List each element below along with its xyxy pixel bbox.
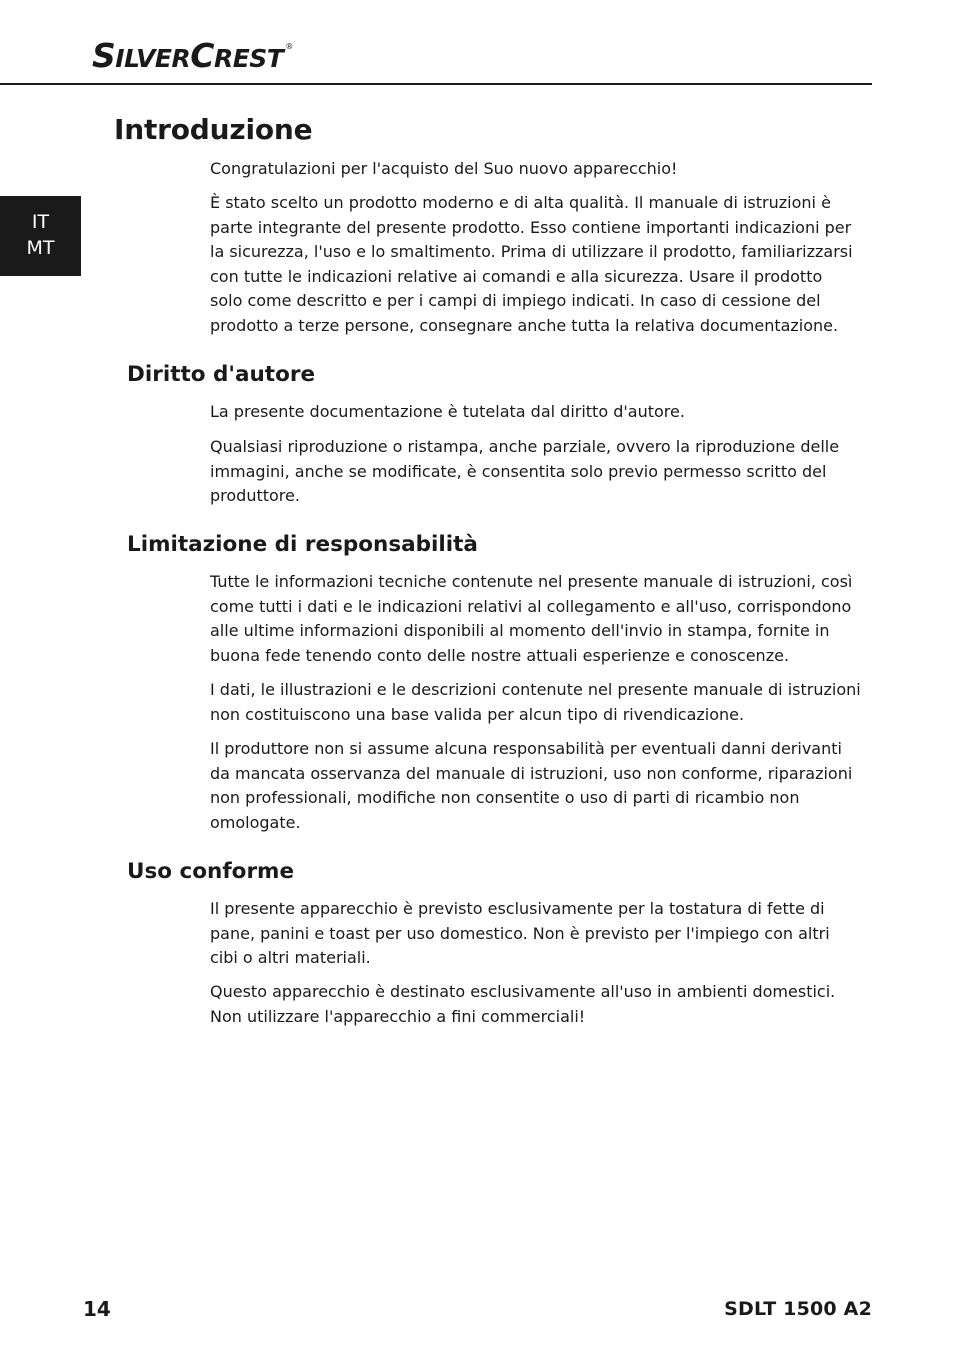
brand-letter-c: C bbox=[190, 36, 214, 75]
intended-use-paragraph-2 bbox=[210, 980, 850, 1029]
text-line: Il presente apparecchio è previsto esclusivamente per la tostatura di fette di bbox=[210, 899, 825, 918]
text-line: I dati, le illustrazioni e le descrizioni contenute nel presente manuale di istruzioni bbox=[210, 680, 861, 699]
language-tab-it: IT bbox=[31, 211, 50, 233]
page-number: 14 bbox=[83, 1297, 111, 1321]
text-line: da mancata osservanza del manuale di istruzioni, uso non conforme, riparazioni bbox=[210, 763, 853, 783]
language-tab-mt: MT bbox=[26, 237, 55, 259]
liability-paragraph-1 bbox=[210, 570, 853, 668]
text-line: Non utilizzare l'apparecchio a fini commerciali! bbox=[210, 1006, 586, 1026]
liability-paragraph-3 bbox=[210, 737, 853, 835]
text-line: parte integrante del presente prodotto. Esso contiene importanti indicazioni per bbox=[210, 217, 852, 237]
page-title: Introduzione bbox=[114, 113, 313, 146]
text-line: solo come descritto e per i campi di impiego indicati. In caso di cessione del bbox=[210, 291, 821, 311]
text-line: La presente documentazione è tutelata dal diritto d'autore. bbox=[210, 402, 685, 421]
copyright-paragraph-2 bbox=[210, 435, 850, 509]
text-line: produttore. bbox=[210, 486, 300, 506]
section-heading-liability: Limitazione di responsabilità bbox=[127, 532, 478, 557]
text-line: immagini, anche se modificate, è consentita solo previo permesso scritto del bbox=[210, 461, 827, 481]
text-line: cibi o altri materiali. bbox=[210, 948, 371, 968]
text-line: Congratulazioni per l'acquisto del Suo nuovo apparecchio! bbox=[210, 159, 678, 178]
text-line: omologate. bbox=[210, 812, 301, 832]
language-tab bbox=[0, 196, 81, 276]
text-line: pane, panini e toast per uso domestico. Non è previsto per l'impiego con altri bbox=[210, 923, 830, 943]
brand-letters-ilver: ILVER bbox=[115, 44, 191, 73]
text-line: come tutti i dati e le indicazioni relativi al collegamento e all'uso, corrispondono bbox=[210, 596, 852, 616]
header-divider bbox=[0, 83, 872, 85]
registered-mark: ® bbox=[285, 42, 293, 51]
copyright-paragraph-1 bbox=[210, 400, 850, 425]
text-line: Qualsiasi riproduzione o ristampa, anche parziale, ovvero la riproduzione delle bbox=[210, 437, 840, 456]
text-line: non costituiscono una base valida per alcun tipo di rivendicazione. bbox=[210, 704, 745, 724]
section-heading-intended-use: Uso conforme bbox=[127, 859, 295, 884]
text-line: buona fede tenendo conto delle nostre attuali esperienze e conoscenze. bbox=[210, 645, 790, 665]
text-line: non professionali, modifiche non consentite o uso di parti di ricambio non bbox=[210, 788, 800, 808]
liability-paragraph-2 bbox=[210, 678, 861, 727]
text-line: con tutte le indicazioni relative ai comandi e alla sicurezza. Usare il prodotto bbox=[210, 266, 823, 286]
text-line: Questo apparecchio è destinato esclusivamente all'uso in ambienti domestici. bbox=[210, 982, 836, 1001]
text-line: È stato scelto un prodotto moderno e di alta qualità. Il manuale di istruzioni è bbox=[210, 193, 831, 212]
section-heading-copyright: Diritto d'autore bbox=[127, 362, 316, 387]
text-line: Il produttore non si assume alcuna responsabilità per eventuali danni derivanti bbox=[210, 739, 842, 758]
intended-use-paragraph-1 bbox=[210, 897, 850, 971]
text-line: alle ultime informazioni disponibili al momento dell'invio in stampa, fornite in bbox=[210, 621, 830, 641]
text-line: la sicurezza, l'uso e lo smaltimento. Prima di utilizzare il prodotto, familiarizzarsi bbox=[210, 242, 853, 262]
intro-paragraph-2 bbox=[210, 191, 853, 339]
text-line: prodotto a terze persone, consegnare anche tutta la relativa documentazione. bbox=[210, 315, 839, 335]
brand-logo bbox=[92, 36, 291, 75]
brand-letters-rest: REST bbox=[213, 44, 284, 73]
intro-paragraph-1 bbox=[210, 157, 850, 182]
model-number: SDLT 1500 A2 bbox=[724, 1298, 872, 1320]
text-line: Tutte le informazioni tecniche contenute nel presente manuale di istruzioni, così bbox=[210, 572, 853, 591]
brand-letter-s: S bbox=[92, 36, 116, 75]
